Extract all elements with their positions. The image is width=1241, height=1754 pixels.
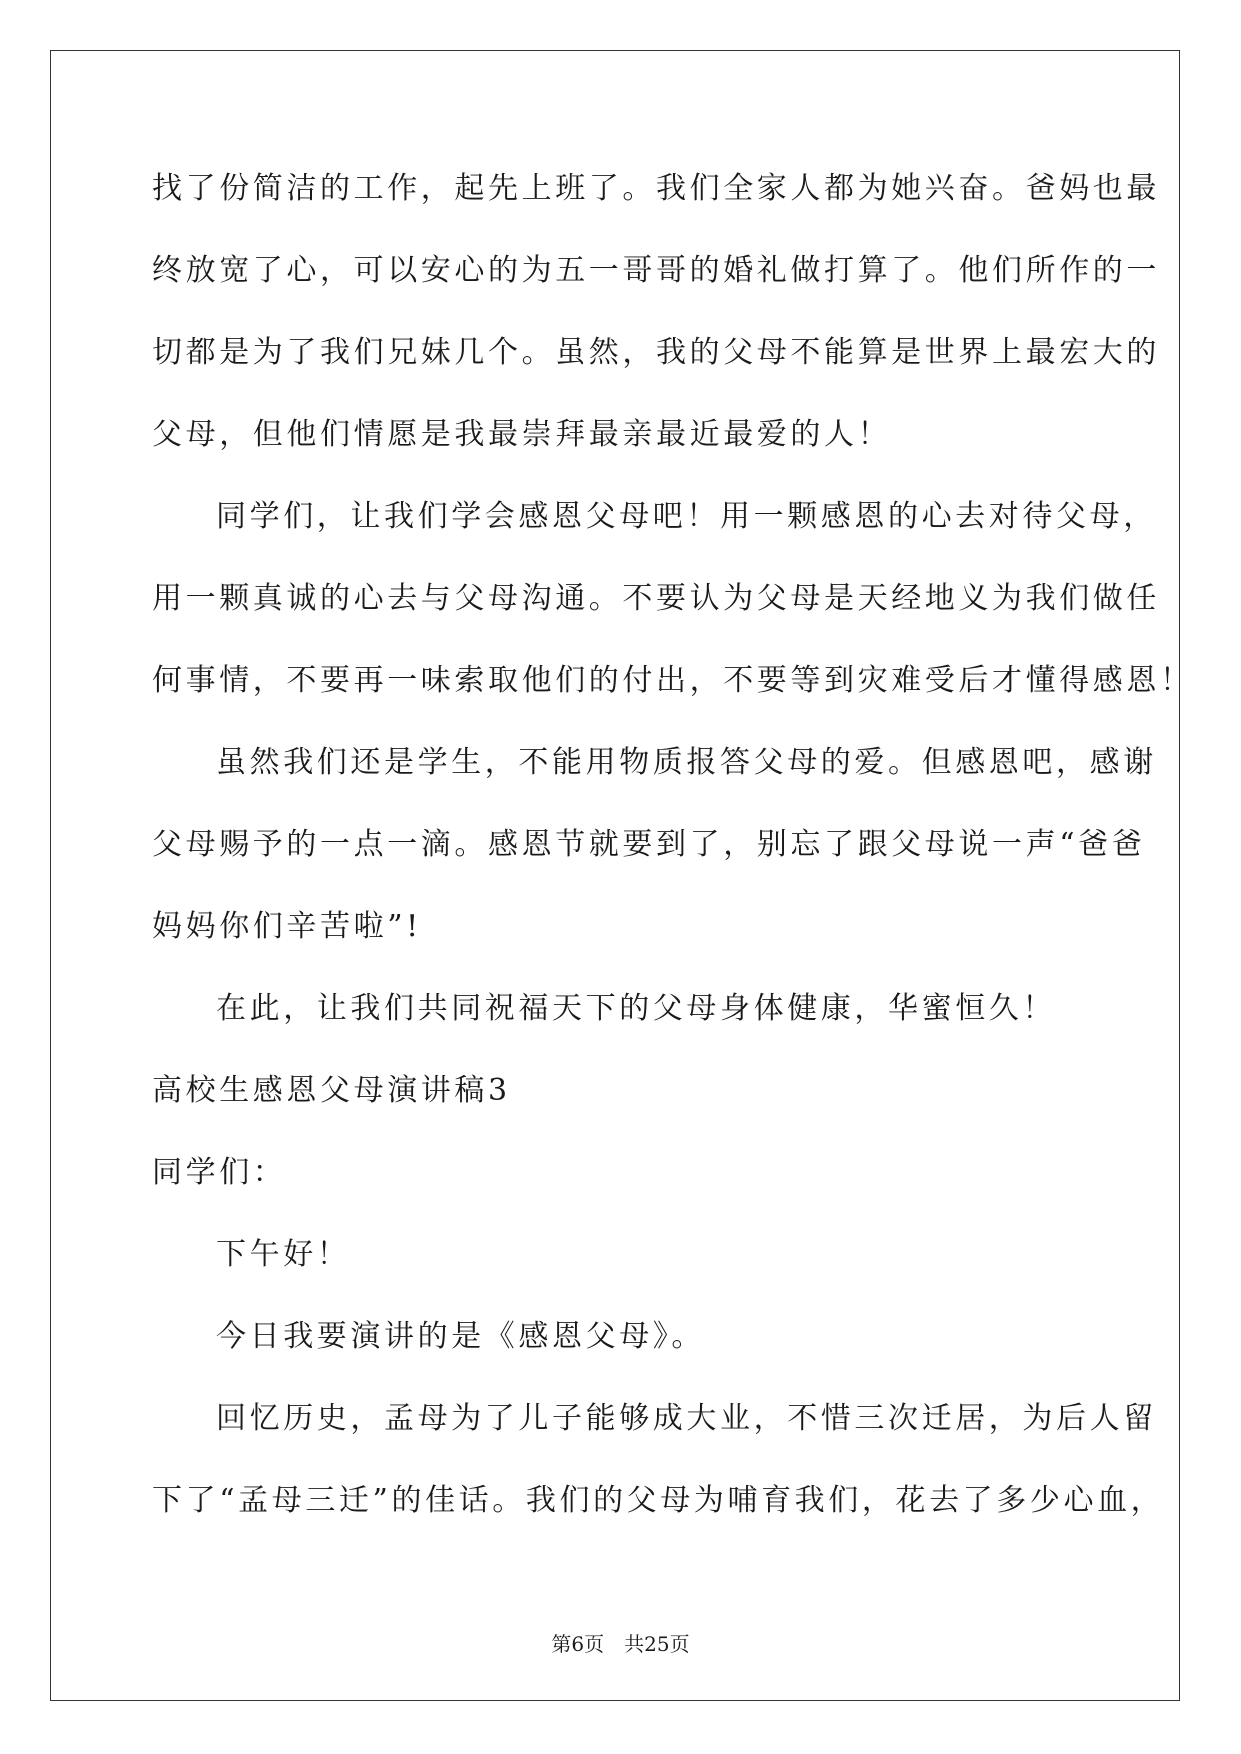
section-heading: 高校生感恩父母演讲稿3 xyxy=(152,1073,511,1108)
text-line: 找了份简洁的工作，起先上班了。我们全家人都为她兴奋。爸妈也最 xyxy=(152,171,1160,206)
text-line: 何事情，不要再一味索取他们的付出，不要等到灾难受后才懂得感恩！ xyxy=(152,663,1194,698)
salutation: 同学们： xyxy=(152,1155,287,1190)
text-line: 回忆历史，孟母为了儿子能够成大业，不惜三次迁居，为后人留 xyxy=(216,1401,1157,1436)
page-number-footer: 第6页 共25页 xyxy=(551,1632,690,1656)
text-line: 同学们，让我们学会感恩父母吧！用一颗感恩的心去对待父母， xyxy=(216,499,1157,534)
text-line: 父母，但他们情愿是我最崇拜最亲最近最爱的人！ xyxy=(152,417,892,452)
text-line: 妈妈你们辛苦啦”! xyxy=(152,909,422,944)
text-line: 在此，让我们共同祝福天下的父母身体健康，华蜜恒久！ xyxy=(216,991,1056,1026)
text-line: 下了“孟母三迁”的佳话。我们的父母为哺育我们，花去了多少心血， xyxy=(152,1483,1165,1518)
text-line: 今日我要演讲的是《感恩父母》。 xyxy=(216,1319,705,1354)
text-line: 虽然我们还是学生，不能用物质报答父母的爱。但感恩吧，感谢 xyxy=(216,745,1157,780)
text-line: 终放宽了心，可以安心的为五一哥哥的婚礼做打算了。他们所作的一 xyxy=(152,253,1160,288)
text-line: 父母赐予的一点一滴。感恩节就要到了，别忘了跟父母说一声“爸爸 xyxy=(152,827,1146,862)
text-line: 用一颗真诚的心去与父母沟通。不要认为父母是天经地义为我们做任 xyxy=(152,581,1160,616)
document-body xyxy=(152,163,1194,1557)
text-line: 切都是为了我们兄妹几个。虽然，我的父母不能算是世界上最宏大的 xyxy=(152,335,1160,370)
greeting: 下午好！ xyxy=(216,1237,351,1272)
